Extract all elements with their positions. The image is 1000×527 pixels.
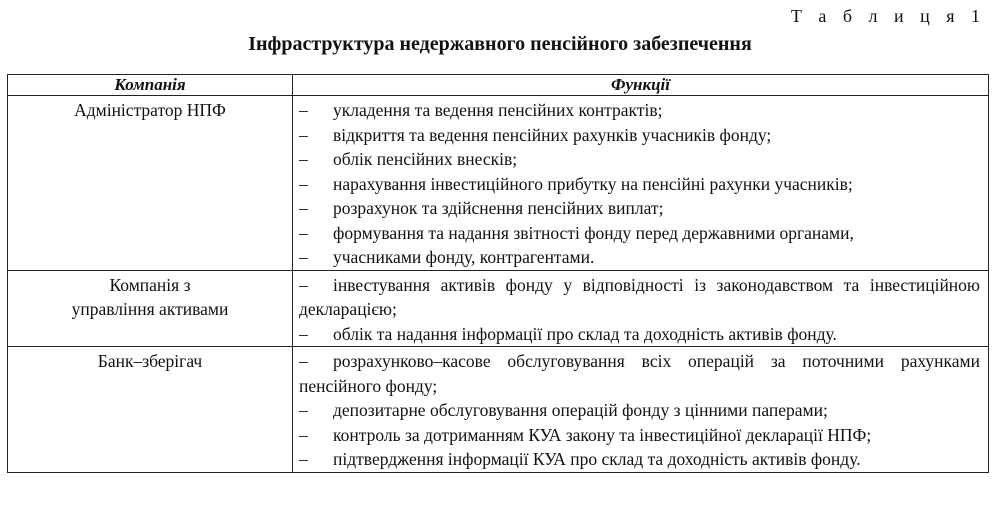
header-company: Компанія [8, 75, 293, 96]
function-item [299, 322, 980, 347]
bullet-dash: – [299, 400, 308, 420]
bullet-dash: – [299, 247, 308, 267]
function-item [299, 98, 980, 123]
bullet-dash: – [299, 323, 308, 344]
function-item [299, 196, 980, 221]
function-item [299, 423, 980, 448]
function-text: депозитарне обслуговування операцій фонду з цінними паперами; [333, 400, 828, 420]
function-item [299, 172, 980, 197]
function-text: підтвердження інформації КУА про склад та доходність активів фонду. [333, 449, 861, 469]
function-item [299, 147, 980, 172]
bullet-dash: – [299, 149, 308, 169]
bullet-dash: – [299, 198, 308, 218]
company-cell: Компанія з управління активами [8, 270, 293, 347]
row-asset-management [8, 270, 989, 347]
row-administrator [8, 96, 989, 271]
function-text: нарахування інвестиційного прибутку на пенсійні рахунки учасників; [333, 173, 853, 194]
functions-cell [293, 347, 989, 473]
header-functions: Функції [293, 75, 989, 96]
row-custodian-bank [8, 347, 989, 473]
bullet-dash: – [299, 351, 308, 371]
function-item [299, 273, 980, 322]
company-cell: Банк–зберігач [8, 347, 293, 473]
function-text: контроль за дотриманням КУА закону та інвестиційної декларації НПФ; [333, 424, 872, 445]
company-cell: Адміністратор НПФ [8, 96, 293, 271]
function-item [299, 123, 980, 148]
function-text: облік та надання інформації про склад та доходність активів фонду. [333, 323, 837, 344]
bullet-dash: – [299, 222, 308, 243]
function-text: розрахунок та здійснення пенсійних виплат; [333, 198, 664, 218]
function-item [299, 349, 980, 398]
functions-cell [293, 270, 989, 347]
function-item [299, 447, 980, 472]
function-text: формування та надання звітності фонду перед державними органами, [333, 222, 854, 243]
function-text: відкриття та ведення пенсійних рахунків учасників фонду; [333, 124, 772, 145]
function-text: розрахунково–касове обслуговування всіх операцій за поточними рахунками пенсійного фонду; [299, 351, 980, 396]
function-text: інвестування активів фонду у відповідності із законодавством та інвестиційною декларацією; [299, 274, 980, 319]
function-item [299, 245, 980, 270]
function-text: облік пенсійних внесків; [333, 149, 518, 169]
bullet-dash: – [299, 124, 308, 145]
infrastructure-table [7, 74, 989, 473]
bullet-dash: – [299, 274, 308, 295]
table-title: Інфраструктура недержавного пенсійного забезпечення [248, 33, 752, 55]
functions-cell [293, 96, 989, 271]
table-number-label: Т а б л и ц я 1 [790, 6, 986, 26]
table-header-row [8, 75, 989, 96]
bullet-dash: – [299, 100, 308, 120]
bullet-dash: – [299, 173, 308, 194]
bullet-dash: – [299, 449, 308, 469]
function-text: учасниками фонду, контрагентами. [333, 247, 595, 267]
bullet-dash: – [299, 424, 308, 445]
function-item [299, 221, 980, 246]
function-item [299, 398, 980, 423]
function-text: укладення та ведення пенсійних контрактів; [333, 100, 663, 120]
